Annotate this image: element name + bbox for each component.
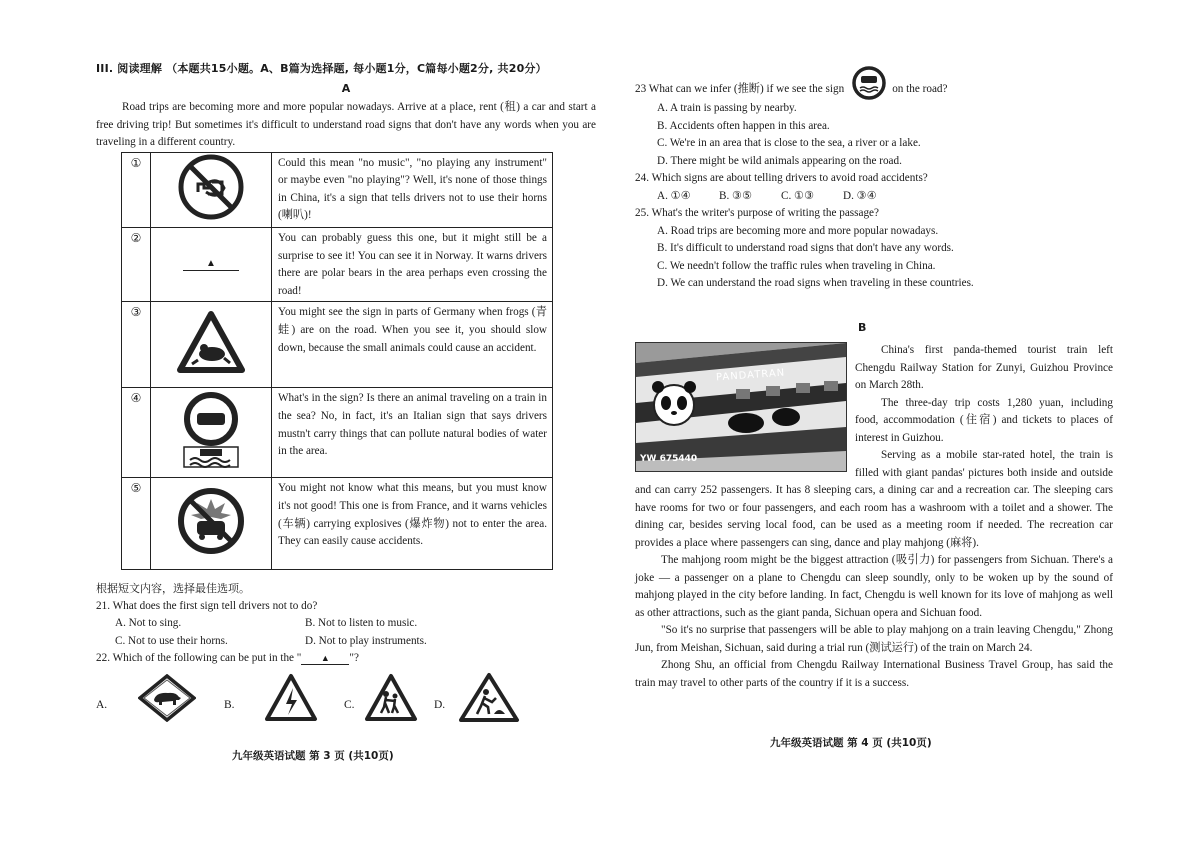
sign-number: ② <box>122 228 151 302</box>
question-22-stem-end: "? <box>349 652 359 665</box>
option-23-c[interactable]: C. We're in an area that is close to the sea, a river or a lake. <box>657 137 921 149</box>
sign-row-4 <box>122 388 553 478</box>
option-22-a[interactable]: A. <box>96 699 108 712</box>
passage-b-paragraph-4: The mahjong room might be the biggest attraction (吸引力) for passengers from Sichuan. There's a joke — a passenger on a plane to Chengdu can sleep soundly, only to be woken up by the sound of mahjong played in the city before landing. In fact, Chengdu is well known for its love of mahjong as well as other attractions, such as the giant panda, Sichuan opera and Sichuan food. <box>635 554 1113 619</box>
electricity-warning-sign-icon[interactable] <box>264 673 318 723</box>
left-page-footer: 九年级英语试题 第 3 页 (共10页) <box>232 750 394 762</box>
option-21-a[interactable]: A. Not to sing. <box>115 617 182 630</box>
question-25-stem: 25. What's the writer's purpose of writing the passage? <box>635 207 879 219</box>
option-25-b[interactable]: B. It's difficult to understand road signs that don't have any words. <box>657 242 954 254</box>
question-25 <box>635 205 1113 293</box>
option-21-b[interactable]: B. Not to listen to music. <box>305 617 418 630</box>
bear-warning-sign-icon[interactable] <box>138 674 196 722</box>
panda-train-photo <box>635 342 847 472</box>
no-explosives-sign-icon <box>151 478 272 570</box>
option-23-a[interactable]: A. A train is passing by nearby. <box>657 102 797 114</box>
passage-b-paragraph-5: "So it's no surprise that passengers will be able to play mahjong on a train leaving Chengdu," Zhong Jun, from Meishan, Sichuan, said during a trial run (测试运行) of the train on March 24. <box>635 624 1113 654</box>
question-23-stem <box>635 80 1113 100</box>
section-heading: III. 阅读理解 （本题共15小题。A、B篇为选择题, 每小题1分，C篇每小题2分, 共20分） <box>96 62 547 75</box>
option-23-d[interactable]: D. There might be wild animals appearing on the road. <box>657 154 902 167</box>
question-21-options-row1 <box>96 615 596 633</box>
sign-row-2 <box>122 228 553 302</box>
option-22-c[interactable]: C. <box>344 699 355 712</box>
train-car-number: YW 675440 <box>640 454 698 464</box>
option-24-c[interactable]: C. ①③ <box>781 189 815 202</box>
sign-table <box>121 152 553 571</box>
question-23-stem-end: on the road? <box>892 83 948 96</box>
right-page <box>635 80 1113 692</box>
question-22-blank: ▲ <box>301 653 349 665</box>
sign-row-1 <box>122 152 553 228</box>
sign-description: You might not know what this means, but you must know it's not good! This one is from France, and it warns vehicles (车辆) carrying explosives (爆炸物) not to enter the area. They can easily cause accidents. <box>272 478 553 570</box>
option-25-c[interactable]: C. We needn't follow the traffic rules when traveling in China. <box>657 259 936 272</box>
sign-row-3 <box>122 302 553 388</box>
option-25-d[interactable]: D. We can understand the road signs when traveling in these countries. <box>657 277 974 289</box>
passage-a-intro: Road trips are becoming more and more popular nowadays. Arrive at a place, rent (租) a car and start a free driving trip! But sometimes it's difficult to understand road signs that don't have any words when you are traveling in a different country. <box>96 101 596 148</box>
blank-sign-placeholder <box>151 228 272 302</box>
sign-number: ④ <box>122 388 151 478</box>
passage-b-paragraph-3: Serving as a mobile star-rated hotel, the train is filled with giant pandas' pictures both inside and outside and can carry 252 passengers. It has 8 sleeping cars, a dining car and a recreation car. The sleeping cars have rooms for two or four passengers, and each room has a washroom with a toilet and a shower. The dining car, besides serving local food, can be used as a meeting room if needed. The recreation car provides a place where passengers can sing, dance and play mahjong (麻将). <box>635 449 1113 549</box>
option-21-d[interactable]: D. Not to play instruments. <box>305 634 427 647</box>
frog-warning-sign-icon <box>151 302 272 388</box>
sign-description: Could this mean "no music", "no playing any instrument" or maybe even "no playing"? Well, it's none of those things in China, it's a sign that tells drivers not to use their horns (喇叭)! <box>272 152 553 228</box>
sign-description: You can probably guess this one, but it might still be a surprise to see it! You can see it in Norway. It warns drivers there are polar bears in the area perhaps even crossing the road! <box>272 228 553 302</box>
option-21-c[interactable]: C. Not to use their horns. <box>115 634 228 647</box>
question-23-stem-start: 23 What can we infer (推断) if we see the sign <box>635 83 845 96</box>
option-22-d[interactable]: D. <box>434 699 446 712</box>
reading-instruction: 根据短文内容，选择最佳选项。 <box>96 582 250 596</box>
question-23 <box>635 80 1113 170</box>
road-works-sign-icon[interactable] <box>458 672 520 724</box>
option-24-a[interactable]: A. ①④ <box>657 189 691 202</box>
question-24 <box>635 170 1113 205</box>
no-water-polluting-goods-small-sign-icon <box>852 66 886 100</box>
option-22-b[interactable]: B. <box>224 699 235 712</box>
train-name-label: PANDATRAN <box>715 367 786 384</box>
sign-description: What's in the sign? Is there an animal traveling on a train in the sea? No, in fact, it's an Italian sign that says drivers mustn't carry things that can pollute natural bodies of water in the area. <box>272 388 553 478</box>
right-page-footer: 九年级英语试题 第 4 页 (共10页) <box>770 737 932 749</box>
question-21 <box>96 598 596 651</box>
passage-b <box>635 342 1113 692</box>
option-24-b[interactable]: B. ③⑤ <box>719 189 753 202</box>
sign-number: ⑤ <box>122 478 151 570</box>
sign-description: You might see the sign in parts of Germany when frogs (青蛙) are on the road. When you see it, you should slow down, because the small animals could cause an accident. <box>272 302 553 388</box>
question-21-options-row2 <box>96 633 596 651</box>
question-23-options <box>635 100 1113 170</box>
passage-b-paragraph-2: The three-day trip costs 1,280 yuan, including food, accommodation (住宿) and tickets to places of interest in Guizhou. <box>855 396 1113 444</box>
question-21-stem: 21. What does the first sign tell drivers not to do? <box>96 599 318 612</box>
question-22-stem <box>96 650 596 668</box>
left-page <box>96 60 596 724</box>
blank-triangle-mark: ▲ <box>183 258 239 271</box>
passage-b-letter: B <box>858 320 867 334</box>
passage-a-letter: A <box>341 81 351 95</box>
no-horn-sign-icon <box>151 152 272 228</box>
question-24-options <box>635 188 1113 206</box>
no-water-polluting-goods-sign-icon <box>151 388 272 478</box>
question-24-stem: 24. Which signs are about telling drivers to avoid road accidents? <box>635 172 928 184</box>
passage-b-paragraph-1: China's first panda-themed tourist train left Chengdu Railway Station for Zunyi, Guizhou Province on March 28th. <box>855 344 1113 391</box>
children-crossing-sign-icon[interactable] <box>364 673 418 723</box>
sign-row-5 <box>122 478 553 570</box>
option-24-d[interactable]: D. ③④ <box>843 189 877 202</box>
passage-b-paragraph-6: Zhong Shu, an official from Chengdu Railway International Business Travel Group, has said the train may travel to other parts of the country if it is a success. <box>635 659 1113 689</box>
question-22-sign-options <box>96 672 596 724</box>
question-22 <box>96 650 596 724</box>
question-22-stem-start: 22. Which of the following can be put in the " <box>96 652 302 665</box>
sign-number: ① <box>122 152 151 228</box>
option-23-b[interactable]: B. Accidents often happen in this area. <box>657 119 830 132</box>
sign-number: ③ <box>122 302 151 388</box>
option-25-a[interactable]: A. Road trips are becoming more and more popular nowadays. <box>657 224 939 237</box>
question-25-options <box>635 223 1113 293</box>
